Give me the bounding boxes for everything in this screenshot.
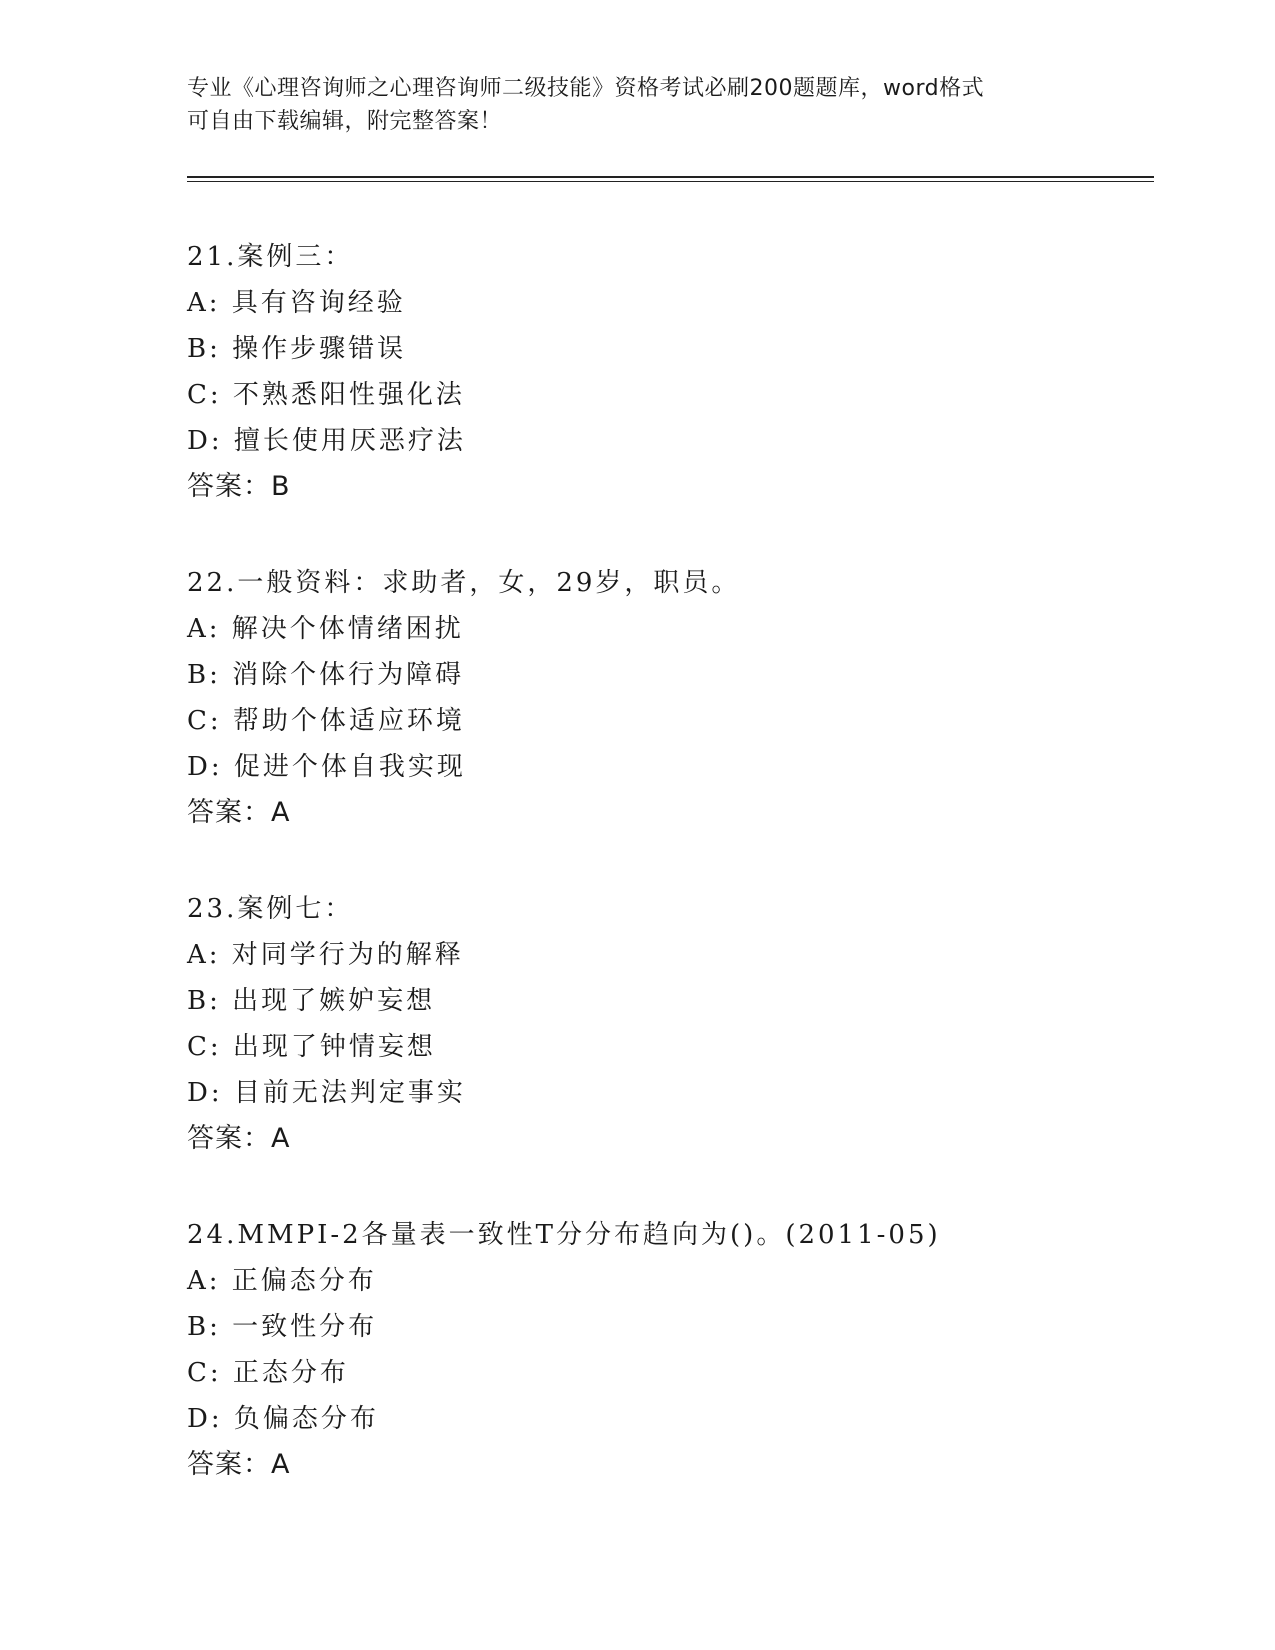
option-c: C: 不熟悉阳性强化法 [187,380,465,410]
question-stem: 21.案例三： [187,242,354,272]
option-a: A: 正偏态分布 [187,1266,377,1296]
option-d: D: 擅长使用厌恶疗法 [187,426,466,456]
page-header [187,72,1087,138]
question-stem: 24.MMPI-2各量表一致性T分分布趋向为()。(2011-05) [187,1220,941,1250]
option-b: B: 一致性分布 [187,1312,378,1342]
answer: 答案：A [187,1449,291,1480]
option-b: B: 出现了嫉妒妄想 [187,986,436,1016]
option-c: C: 正态分布 [187,1358,349,1388]
option-d: D: 负偏态分布 [187,1404,379,1434]
option-a: A: 解决个体情绪困扰 [187,614,464,644]
option-d: D: 促进个体自我实现 [187,752,466,782]
question-list [187,234,1147,1538]
question-stem: 22.一般资料：求助者，女，29岁，职员。 [187,568,741,598]
option-b: B: 操作步骤错误 [187,334,407,364]
question-23 [187,886,1147,1162]
header-divider [187,176,1154,182]
header-title-line-2: 可自由下载编辑，附完整答案！ [187,109,503,134]
option-c: C: 帮助个体适应环境 [187,706,465,736]
answer: 答案：B [187,471,291,502]
option-b: B: 消除个体行为障碍 [187,660,465,690]
option-a: A: 对同学行为的解释 [187,940,464,970]
header-title-line-1: 专业《心理咨询师之心理咨询师二级技能》资格考试必刷200题题库，word格式 [187,76,985,101]
question-stem: 23.案例七： [187,894,354,924]
option-d: D: 目前无法判定事实 [187,1078,466,1108]
option-c: C: 出现了钟情妄想 [187,1032,436,1062]
answer: 答案：A [187,797,291,828]
question-21 [187,234,1147,510]
question-24 [187,1212,1147,1488]
question-22 [187,560,1147,836]
option-a: A: 具有咨询经验 [187,288,406,318]
answer: 答案：A [187,1123,291,1154]
